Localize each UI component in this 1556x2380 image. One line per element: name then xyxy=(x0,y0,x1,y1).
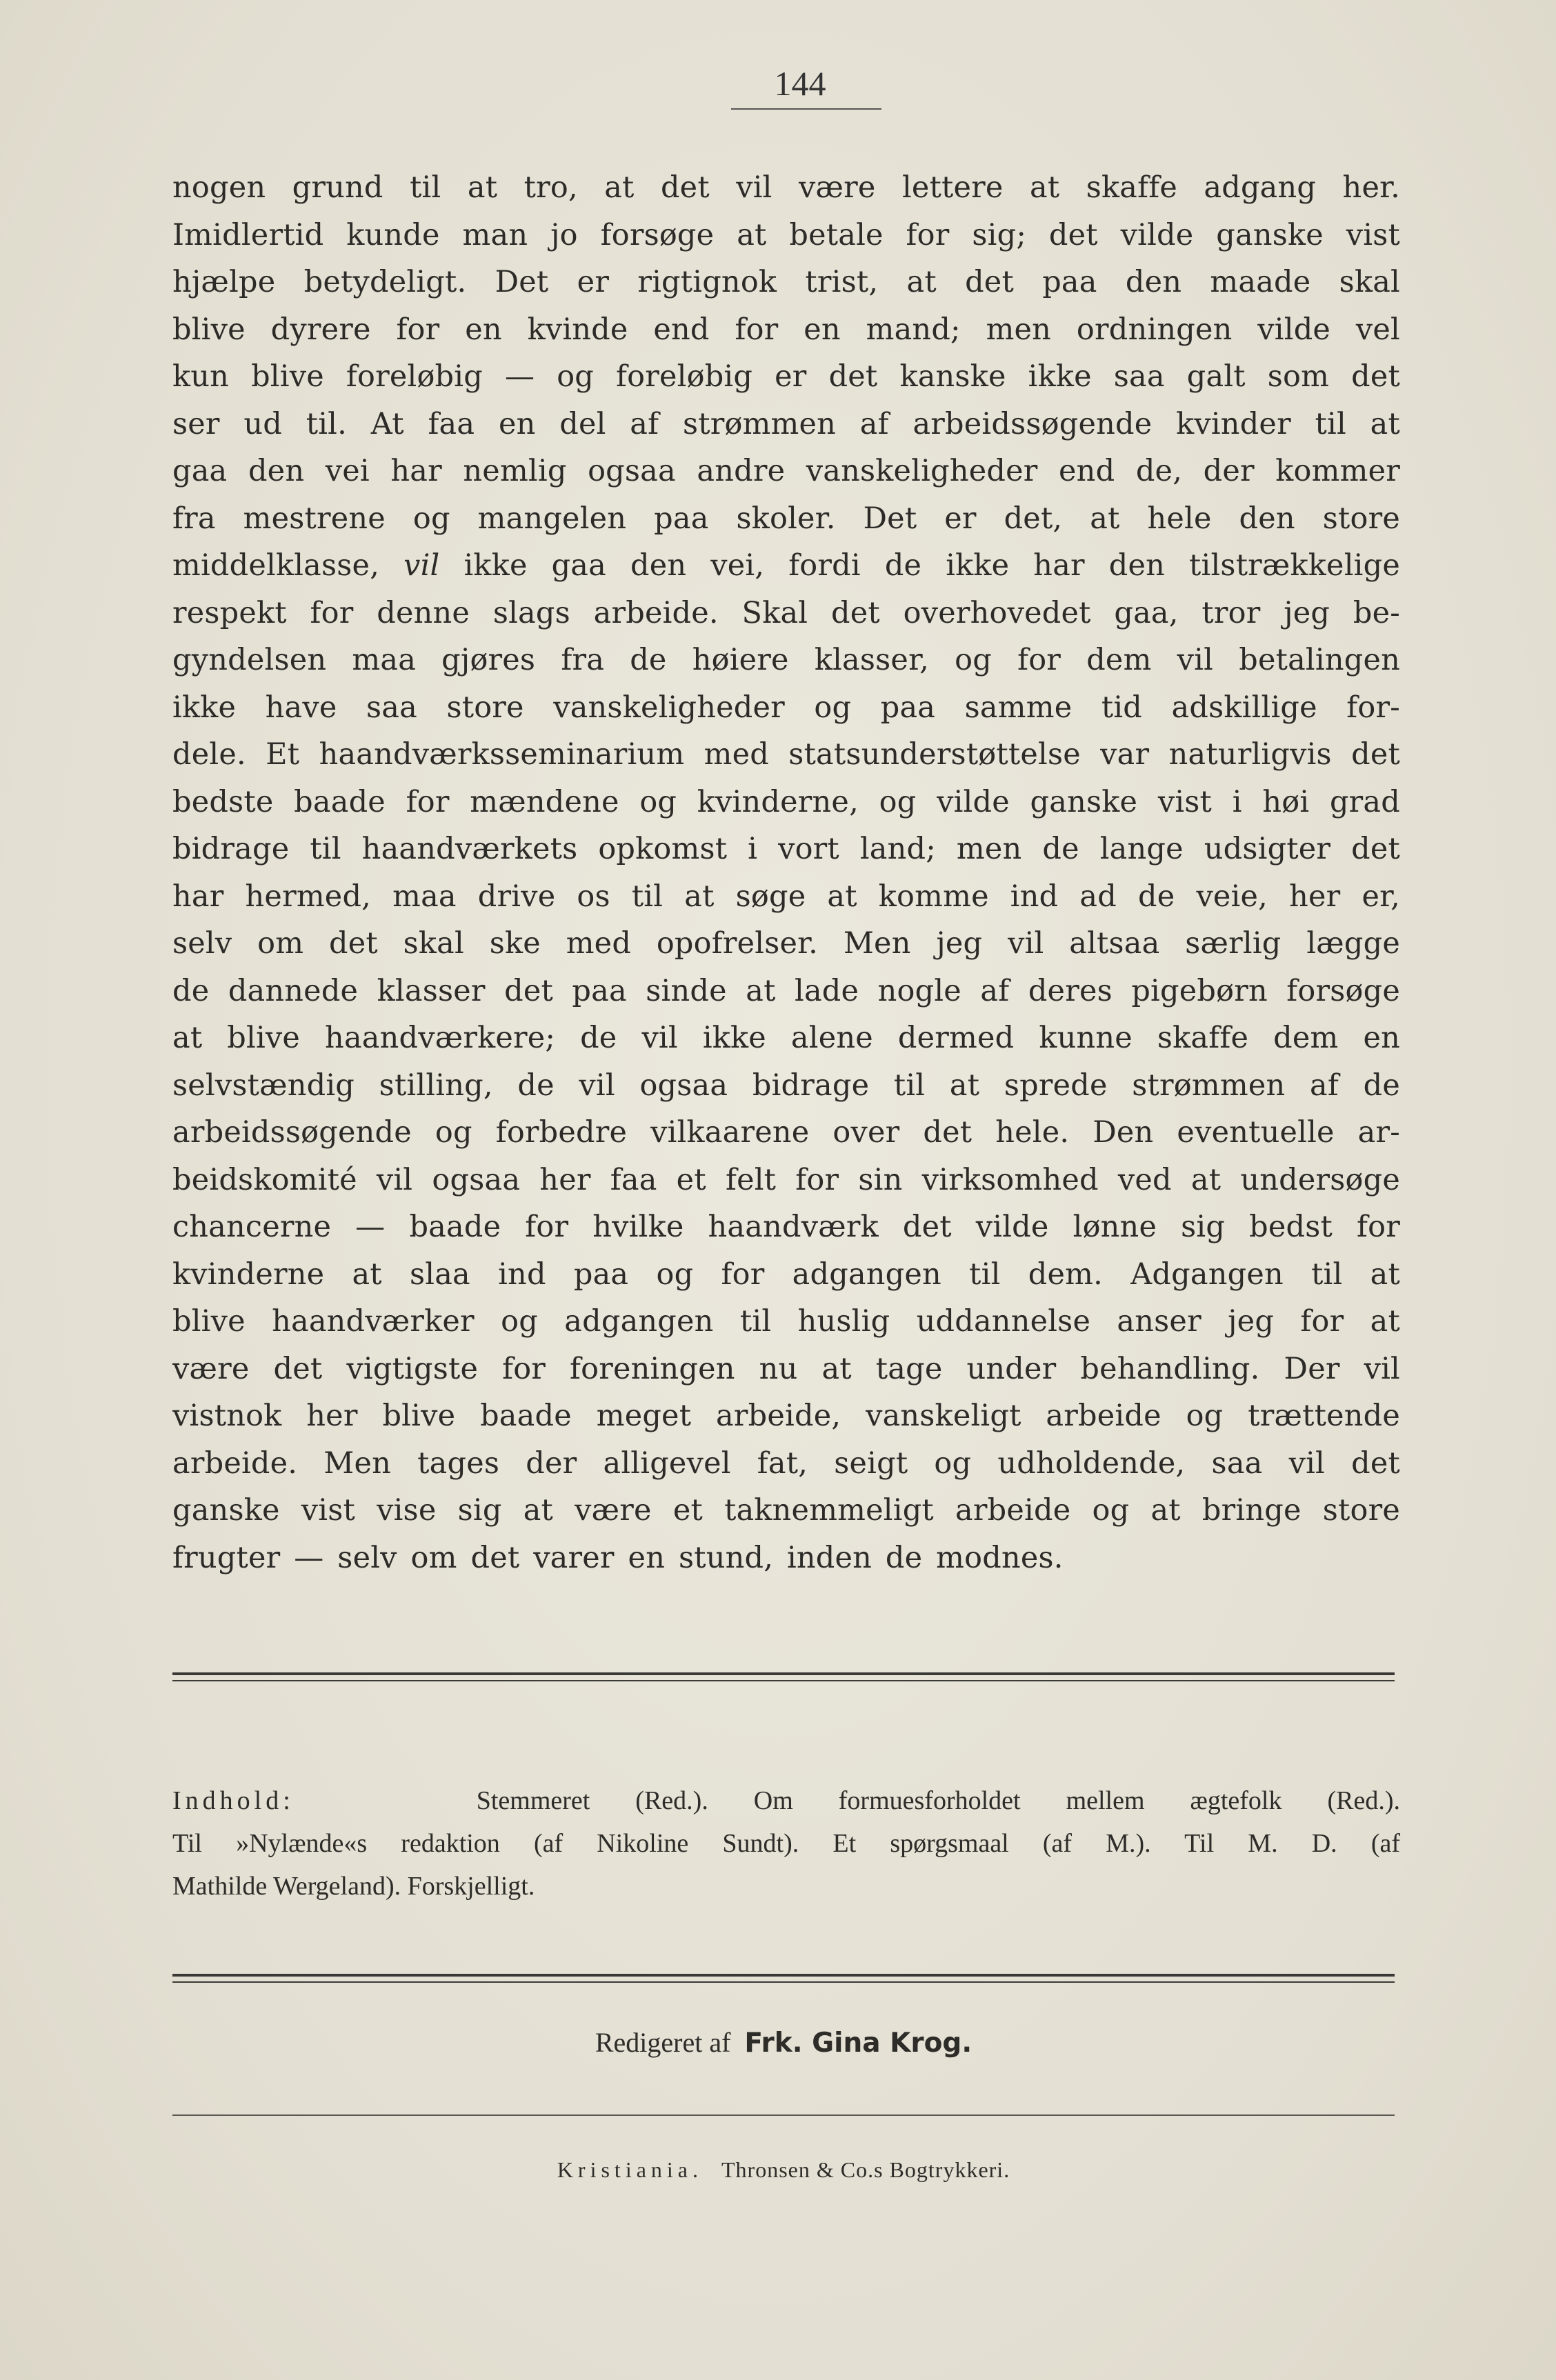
body-line: vistnok her blive baade meget arbeide, vanskeligt arbeide og trættende xyxy=(172,1399,1400,1433)
body-line: ganske vist vise sig at være et taknemmeligt arbeide og at bringe store xyxy=(172,1493,1400,1528)
body-line: nogen grund til at tro, at det vil være lettere at skaffe adgang her. xyxy=(172,170,1400,205)
contents-line-1 xyxy=(172,1779,1400,1822)
body-line: beidskomité vil ogsaa her faa et felt for sin virksomhed ved at undersøge xyxy=(172,1162,1400,1197)
page-number: 144 xyxy=(774,64,826,103)
body-line: middelklasse, vil ikke gaa den vei, fordi de ikke har den tilstrækkelige xyxy=(172,548,1400,583)
printer-city: Kristiania. xyxy=(557,2157,703,2182)
body-line: arbeidssøgende og forbedre vilkaarene over det hele. Den eventuelle ar- xyxy=(172,1115,1400,1150)
footer-divider-thick xyxy=(172,1974,1395,1977)
body-line: gyndelsen maa gjøres fra de høiere klasser, og for dem vil betalingen xyxy=(172,643,1400,677)
body-line: har hermed, maa drive os til at søge at komme ind ad de veie, her er, xyxy=(172,879,1400,914)
body-line: ikke have saa store vanskeligheder og paa samme tid adskillige for- xyxy=(172,690,1400,725)
section-divider-thick xyxy=(172,1672,1395,1675)
body-line: at blive haandværkere; de vil ikke alene dermed kunne skaffe dem en xyxy=(172,1021,1400,1055)
body-line: Imidlertid kunde man jo forsøge at betale for sig; det vilde ganske vist xyxy=(172,217,1400,252)
body-line: dele. Et haandværksseminarium med statsunderstøttelse var naturligvis det xyxy=(172,737,1400,772)
body-line: hjælpe betydeligt. Det er rigtignok trist, at det paa den maade skal xyxy=(172,265,1400,299)
footer-divider-thin xyxy=(172,1981,1395,1983)
body-line: kun blive foreløbig — og foreløbig er det kanske ikke saa galt som det xyxy=(172,359,1400,394)
body-line: fra mestrene og mangelen paa skoler. Det er det, at hele den store xyxy=(172,501,1400,536)
contents-line-3: Mathilde Wergeland). Forskjelligt. xyxy=(172,1872,535,1901)
body-line: være det vigtigste for foreningen nu at tage under behandling. Der vil xyxy=(172,1351,1400,1386)
body-line: selv om det skal ske med opofrelser. Men jeg vil altsaa særlig lægge xyxy=(172,926,1400,961)
section-divider-thin xyxy=(172,1680,1395,1681)
contents-label: Indhold: xyxy=(172,1786,295,1815)
body-line: respekt for denne slags arbeide. Skal det overhovedet gaa, tror jeg be- xyxy=(172,595,1400,630)
body-line: chancerne — baade for hvilke haandværk det vilde lønne sig bedst for xyxy=(172,1210,1400,1244)
body-line: bedste baade for mændene og kvinderne, og vilde ganske vist i høi grad xyxy=(172,784,1400,819)
editor-name: Frk. Gina Krog. xyxy=(744,2028,972,2059)
imprint-divider xyxy=(172,2114,1395,2116)
body-line: selvstændig stilling, de vil ogsaa bidrage til at sprede strømmen af de xyxy=(172,1068,1400,1103)
body-line: ser ud til. At faa en del af strømmen af arbeidssøgende kvinder til at xyxy=(172,406,1400,441)
contents-text-1: Stemmeret (Red.). Om formuesforholdet mellem ægtefolk (Red.). xyxy=(476,1786,1400,1815)
body-line: blive haandværker og adgangen til huslig uddannelse anser jeg for at xyxy=(172,1304,1400,1339)
editor-prefix: Redigeret af xyxy=(595,2027,731,2058)
body-line: de dannede klasser det paa sinde at lade nogle af deres pigebørn forsøge xyxy=(172,973,1400,1008)
editor-credit xyxy=(172,2026,1395,2059)
printer-imprint xyxy=(172,2157,1395,2183)
body-line: gaa den vei har nemlig ogsaa andre vanskeligheder end de, der kommer xyxy=(172,454,1400,488)
printer-press: Thronsen & Co.s Bogtrykkeri. xyxy=(721,2157,1010,2182)
body-line: kvinderne at slaa ind paa og for adgangen til dem. Adgangen til at xyxy=(172,1257,1400,1292)
table-of-contents xyxy=(172,1779,1400,1908)
body-line: frugter — selv om det varer en stund, inden de modnes. xyxy=(172,1540,1064,1575)
page-number-underline xyxy=(731,108,881,110)
body-line: blive dyrere for en kvinde end for en mand; men ordningen vilde vel xyxy=(172,312,1400,347)
article-body xyxy=(172,164,1400,1581)
contents-line-2: Til »Nylænde«s redaktion (af Nikoline Sundt). Et spørgsmaal (af M.). Til M. D. (af xyxy=(172,1829,1400,1858)
body-line: arbeide. Men tages der alligevel fat, seigt og udholdende, saa vil det xyxy=(172,1446,1400,1481)
body-line: bidrage til haandværkets opkomst i vort land; men de lange udsigter det xyxy=(172,832,1400,866)
